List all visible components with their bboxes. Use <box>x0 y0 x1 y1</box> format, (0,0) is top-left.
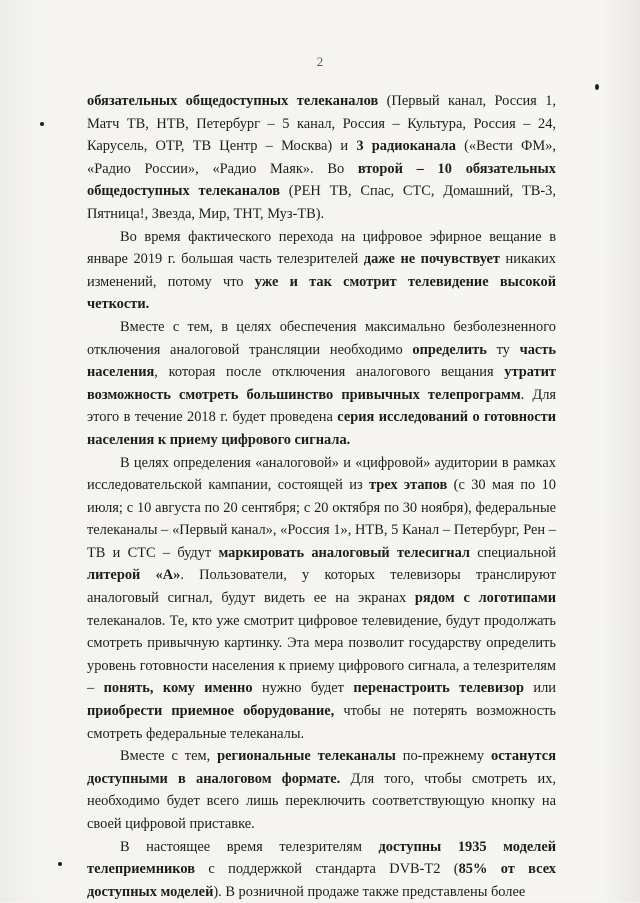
text-run: даже не почувствует <box>363 251 500 268</box>
text-run: (Первый канал, Россия 1, Матч ТВ, НТВ, Петербург – 5 канал, Россия – Культура, Россия – 24, Карусель, ОТР, ТВ Центр – Москва) и <box>87 93 556 155</box>
text-run: останутся доступными в аналоговом формате. <box>87 748 556 787</box>
text-run: (с 30 мая по 10 июля; с 10 августа по 20 сентября; с 20 октября по 30 ноября), федеральные телеканалы – «Первый канал», «Россия 1», НТВ, 5 Канал – Петербург, Рен – ТВ и СТС – будут <box>87 477 556 561</box>
text-run: утратит возможность смотреть большинство привычных телепрограмм <box>87 364 556 403</box>
text-run: уже и так смотрит телевидение высокой четкости. <box>87 273 557 313</box>
text-run: 3 радиоканала <box>356 138 456 155</box>
text-run: никаких изменений, потому что <box>87 251 556 290</box>
text-run: Вместе с тем, в целях обеспечения максимально безболезненного отключения аналоговой трансляции необходимо <box>87 318 556 358</box>
paragraph-6 <box>87 836 556 903</box>
text-run: , которая после отключения аналогового вещания <box>154 364 505 381</box>
text-run: телеканалов. Те, кто уже смотрит цифровое телевидение, будут продолжать смотреть привычную картинку. Эта мера позволит государству определить уровень готовности населения к приему цифрового сигнала, а телезрителям – <box>87 612 556 697</box>
text-run: понять, кому именно <box>103 680 253 697</box>
text-run: В настоящее время телезрителям <box>120 838 379 855</box>
scan-speck <box>595 84 599 90</box>
text-run: региональные телеканалы <box>217 748 396 765</box>
document-body <box>87 90 556 903</box>
text-run: маркировать аналоговый телесигнал <box>218 544 470 561</box>
text-run: второй – 10 обязательных общедоступных телеканалов <box>87 160 556 200</box>
text-run: специальной <box>469 544 556 561</box>
page-number: 2 <box>316 54 324 69</box>
text-run: серия исследований о готовности населения к приему цифрового сигнала. <box>87 409 557 448</box>
text-run: . Для этого в течение 2018 г. будет проведена <box>87 386 556 426</box>
scan-speck <box>58 862 62 866</box>
text-run: с поддержкой стандарта DVB-T2 ( <box>195 861 459 878</box>
text-run: Вместе с тем, <box>120 748 218 765</box>
text-run: приобрести приемное оборудование, <box>87 703 335 720</box>
text-run: доступны 1935 моделей телеприемников <box>87 838 556 878</box>
text-run: (РЕН ТВ, Спас, СТС, Домашний, ТВ-3, Пятница!, Звезда, Мир, ТНТ, Муз-ТВ). <box>87 183 556 222</box>
text-run: . Пользователи, у которых телевизоры транслируют аналоговый сигнал, будут видеть ее на экранах <box>87 567 556 607</box>
paragraph-2 <box>87 226 556 316</box>
text-run: часть населения <box>87 341 556 381</box>
text-run: по-прежнему <box>395 748 492 765</box>
text-run: («Вести ФМ», «Радио России», «Радио Маяк». Во <box>87 138 556 177</box>
text-run: нужно будет <box>252 680 354 697</box>
scan-speck <box>40 122 44 126</box>
text-run: или <box>524 680 557 697</box>
paragraph-4 <box>87 452 556 746</box>
paragraph-1 <box>87 90 556 226</box>
paragraph-5 <box>87 745 556 835</box>
text-run: перенастроить телевизор <box>353 680 525 697</box>
text-run: чтобы не потерять возможность смотреть федеральные телеканалы. <box>87 703 556 742</box>
text-run: ). В розничной продаже также представлены более <box>213 883 526 900</box>
text-run: определить <box>412 341 487 358</box>
text-run: литерой «А» <box>87 567 181 584</box>
text-run: рядом с логотипами <box>414 590 556 607</box>
paragraph-3 <box>87 316 556 452</box>
text-run: Для того, чтобы смотреть их, необходимо будет всего лишь переключить соответствующую кнопку на своей цифровой приставке. <box>87 770 556 832</box>
text-run: В целях определения «аналоговой» и «цифровой» аудитории в рамках исследовательской кампании, состоящей из <box>87 454 556 494</box>
text-run: Во время фактического перехода на цифровое эфирное вещание в январе 2019 г. большая часть телезрителей <box>87 228 556 268</box>
text-run: 85% от всех доступных моделей <box>87 861 556 900</box>
text-run: трех этапов <box>369 477 448 494</box>
text-run: обязательных общедоступных телеканалов <box>87 93 379 109</box>
text-run: ту <box>486 341 520 358</box>
